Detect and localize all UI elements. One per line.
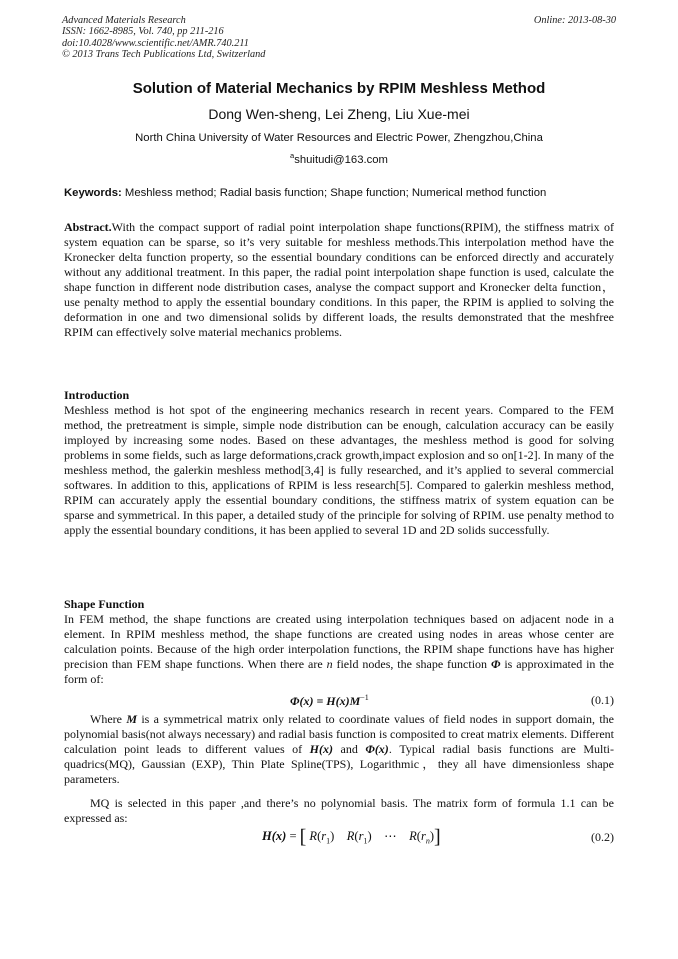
author-list: Dong Wen-sheng, Lei Zheng, Liu Xue-mei bbox=[208, 106, 470, 122]
eq2-subn: n bbox=[425, 836, 430, 846]
var-M: M bbox=[126, 712, 137, 726]
keywords-label: Keywords: bbox=[64, 187, 122, 199]
where-text-2: is a symmetrical matrix only related to coordinate values of field nodes in support domain, the polynomial basis(not always necessary) and radial basis function is composited to creat matrix elements. Different calculation point leads to different values of bbox=[64, 712, 614, 756]
keywords-text: Meshless method; Radial basis function; Shape function; Numerical method function bbox=[121, 187, 547, 199]
eq2-Rn: R bbox=[409, 829, 417, 843]
affiliation: North China University of Water Resources and Electric Power, Zhengzhou,China bbox=[135, 132, 543, 144]
sf-text-2: field nodes, the shape function bbox=[332, 657, 491, 671]
copyright-line: © 2013 Trans Tech Publications Ltd, Switzerland bbox=[62, 49, 266, 61]
mq-paragraph: MQ is selected in this paper ,and there’s no polynomial basis. The matrix form of formula 1.1 can be expressed as: bbox=[64, 796, 614, 825]
where-text-3: . Typical radial basis functions are Multi-quadrics(MQ), Gaussian (EXP), Thin Plate Spline(TPS), Logarithmic，they all have dimensionless shape parameters. bbox=[64, 742, 615, 786]
eq2-rn: r bbox=[420, 829, 426, 843]
var-phi: Φ bbox=[490, 657, 501, 671]
sf-text-3: is approximated in the form of: bbox=[64, 657, 614, 686]
eq2-dots: ⋯ bbox=[384, 829, 397, 843]
doi-line[interactable]: doi:10.4028/www.scientific.net/AMR.740.211 bbox=[62, 37, 249, 49]
email-address[interactable]: shuitudi@163.com bbox=[294, 154, 388, 166]
eq2-equals: = bbox=[286, 829, 300, 843]
sf-text-1: In FEM method, the shape functions are created using interpolation techniques based on adjacent node in a element. In RPIM meshless method, the shape functions are created using nodes in areas whose center are calculation points. Because of the high order interpolation functions, the RPIM shape functions have has higher precision than FEM shape functions. When there are bbox=[64, 612, 614, 671]
issn-line: ISSN: 1662-8985, Vol. 740, pp 211-216 bbox=[62, 26, 224, 38]
introduction-heading: Introduction bbox=[64, 388, 130, 402]
email-superscript: a bbox=[290, 151, 295, 160]
eq2-sub1: 1 bbox=[326, 836, 331, 846]
abstract-label: Abstract. bbox=[64, 220, 112, 234]
var-n: n bbox=[326, 657, 333, 671]
eq1-sup: −1 bbox=[360, 693, 369, 702]
online-date: Online: 2013-08-30 bbox=[533, 15, 616, 26]
eq2-R2: R bbox=[346, 829, 355, 843]
shape-function-paragraph bbox=[64, 612, 614, 687]
var-Hx: H(x) bbox=[309, 742, 333, 756]
where-text-1: Where bbox=[90, 712, 127, 726]
equation-number-0-1: (0.1) bbox=[591, 693, 614, 707]
journal-name: Advanced Materials Research bbox=[62, 15, 186, 26]
eq2-r1: r bbox=[321, 829, 327, 843]
introduction-text: Meshless method is hot spot of the engineering mechanics research in recent years. Compared to the FEM method, the pretreatment is simple, simple node distribution can be enough, calculation accuracy can be easily imployed by increasing some nodes. Based on these advantages, the meshless method is good for solving problems in some fields, such as large deformations,crack growth,impact explosion and so on[1-2]. In many of the meshless method, the galerkin meshless method[3,4] is fully researched, and it’s applied to several commercial softwares. In addition to this, applications of RPIM is less research[5]. Compared to galerkin meshless method, RPIM can accurately apply the essential boundary conditions, the stiffness matrix of system equation can be sparse and symmetrical. In this paper, a detailed study of the principle for solving of RPIM. use penalty method to apply the essential boundary conditions, it has been applied to several 1D and 2D solids successfully. bbox=[64, 403, 614, 537]
where-text-and: and bbox=[332, 742, 366, 756]
equation-number-0-2: (0.2) bbox=[591, 830, 614, 844]
keywords bbox=[64, 187, 616, 199]
eq2-R1: R bbox=[309, 829, 318, 843]
eq1-body: Φ(x) = H(x)M bbox=[290, 694, 361, 708]
email-line bbox=[0, 151, 678, 166]
shape-function-heading: Shape Function bbox=[64, 597, 145, 611]
var-Phix: Φ(x) bbox=[365, 742, 389, 756]
eq2-sub2: 1 bbox=[363, 836, 368, 846]
eq2-lhs: H(x) bbox=[262, 829, 287, 843]
equation-0-1 bbox=[290, 693, 369, 709]
eq2-r2: r bbox=[358, 829, 364, 843]
where-paragraph bbox=[64, 712, 614, 787]
equation-0-2: H(x) = [ $R(r_1)$ $R(r_1)$ ⋯ $R(r_n)$] bbox=[262, 826, 441, 848]
paper-title: Solution of Material Mechanics by RPIM Meshless Method bbox=[132, 80, 546, 97]
abstract-text: With the compact support of radial point interpolation shape functions(RPIM), the stiffness matrix of system equation can be sparse, so it’s very suitable for meshless methods.This interpolation method have the Kronecker delta function property, so the essential boundary conditions can be enforced directly and accurately without any additional treatment. In this paper, the radial point interpolation shape function is used, calculate the shape function in different node distribution cases, analyse the compact support and Kronecker delta function，use penalty method to apply the essential boundary conditions. In this paper, the RPIM is applied to solving the deformation in one and two dimensional solids by different loads, the results demonstrated that the meshfree RPIM can effectively solve material mechanics problems. bbox=[64, 220, 614, 339]
abstract bbox=[64, 220, 614, 340]
journal-header bbox=[62, 15, 265, 61]
